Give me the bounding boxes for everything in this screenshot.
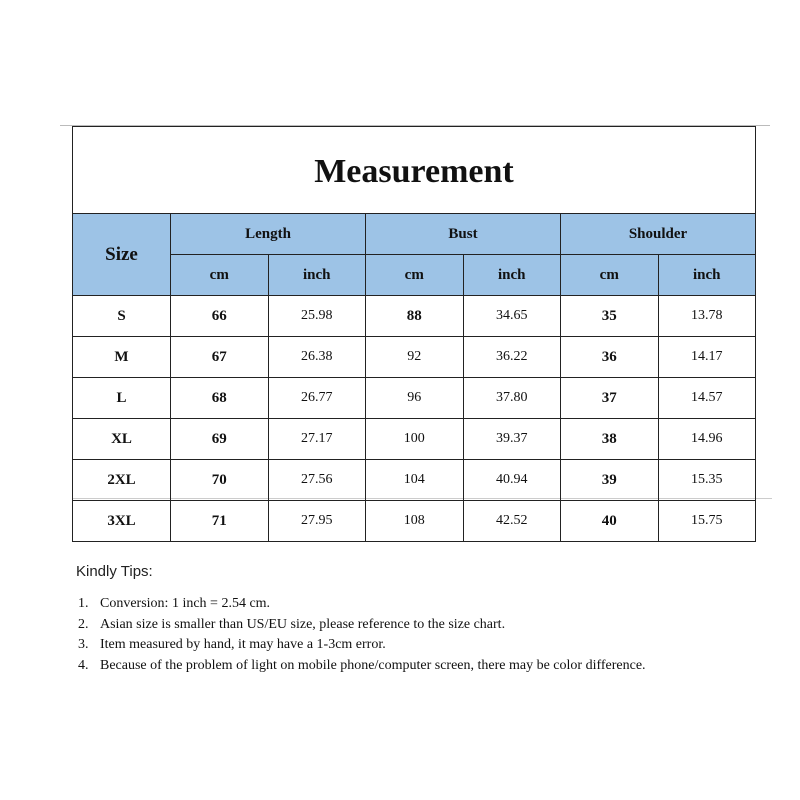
tip-item [78,594,678,615]
inch-value-cell: 36.22 [463,337,561,378]
tip-number: 2. [78,616,89,632]
inch-value-cell: 39.37 [463,419,561,460]
size-cell: M [73,337,171,378]
header-unit: inch [268,255,366,296]
inch-value-cell: 25.98 [268,296,366,337]
cm-value-cell: 39 [561,460,659,501]
size-cell: XL [73,419,171,460]
tip-number: 1. [78,596,89,611]
tip-text: Item measured by hand, it may have a 1-3cm error. [100,637,386,652]
cm-value-cell: 96 [366,378,464,419]
cm-value-cell: 70 [171,460,269,501]
header-size: Size [73,214,171,296]
header-unit: cm [366,255,464,296]
inch-value-cell: 15.35 [658,460,756,501]
size-cell: 3XL [73,501,171,542]
size-cell: S [73,296,171,337]
tip-text: Asian size is smaller than US/EU size, please reference to the size chart. [100,616,506,632]
inch-value-cell: 15.75 [658,501,756,542]
inch-value-cell: 26.38 [268,337,366,378]
tip-text: Conversion: 1 inch = 2.54 cm. [100,596,271,611]
inch-value-cell: 14.96 [658,419,756,460]
cm-value-cell: 108 [366,501,464,542]
cm-value-cell: 92 [366,337,464,378]
header-shoulder: Shoulder [561,214,756,255]
tip-item [78,656,678,677]
inch-value-cell: 27.56 [268,460,366,501]
header-bust: Bust [366,214,561,255]
inch-value-cell: 14.17 [658,337,756,378]
table-row [73,419,756,460]
table-row [73,296,756,337]
cm-value-cell: 68 [171,378,269,419]
inch-value-cell: 27.17 [268,419,366,460]
inch-value-cell: 34.65 [463,296,561,337]
tip-text: Because of the problem of light on mobile phone/computer screen, there may be color difference. [100,657,646,673]
table-row [73,337,756,378]
cm-value-cell: 100 [366,419,464,460]
tip-number: 3. [78,637,89,652]
cm-value-cell: 71 [171,501,269,542]
table-row [73,378,756,419]
inch-value-cell: 40.94 [463,460,561,501]
cm-value-cell: 104 [366,460,464,501]
table-row [73,501,756,542]
inch-value-cell: 27.95 [268,501,366,542]
tip-item [78,615,678,636]
table-title: Measurement [73,127,756,214]
table-row [73,460,756,501]
header-unit: cm [561,255,659,296]
tip-number: 4. [78,657,89,673]
cm-value-cell: 36 [561,337,659,378]
inch-value-cell: 42.52 [463,501,561,542]
cm-value-cell: 35 [561,296,659,337]
cm-value-cell: 40 [561,501,659,542]
size-cell: 2XL [73,460,171,501]
header-unit: inch [463,255,561,296]
cm-value-cell: 88 [366,296,464,337]
inch-value-cell: 37.80 [463,378,561,419]
inch-value-cell: 14.57 [658,378,756,419]
cm-value-cell: 67 [171,337,269,378]
cm-value-cell: 66 [171,296,269,337]
cm-value-cell: 69 [171,419,269,460]
tip-item [78,635,678,656]
header-unit: inch [658,255,756,296]
header-length: Length [171,214,366,255]
header-unit: cm [171,255,269,296]
inch-value-cell: 26.77 [268,378,366,419]
cm-value-cell: 37 [561,378,659,419]
inch-value-cell: 13.78 [658,296,756,337]
tips-list [78,594,678,676]
tips-heading: Kindly Tips: [76,563,153,580]
size-cell: L [73,378,171,419]
cm-value-cell: 38 [561,419,659,460]
size-chart-table [72,126,756,542]
